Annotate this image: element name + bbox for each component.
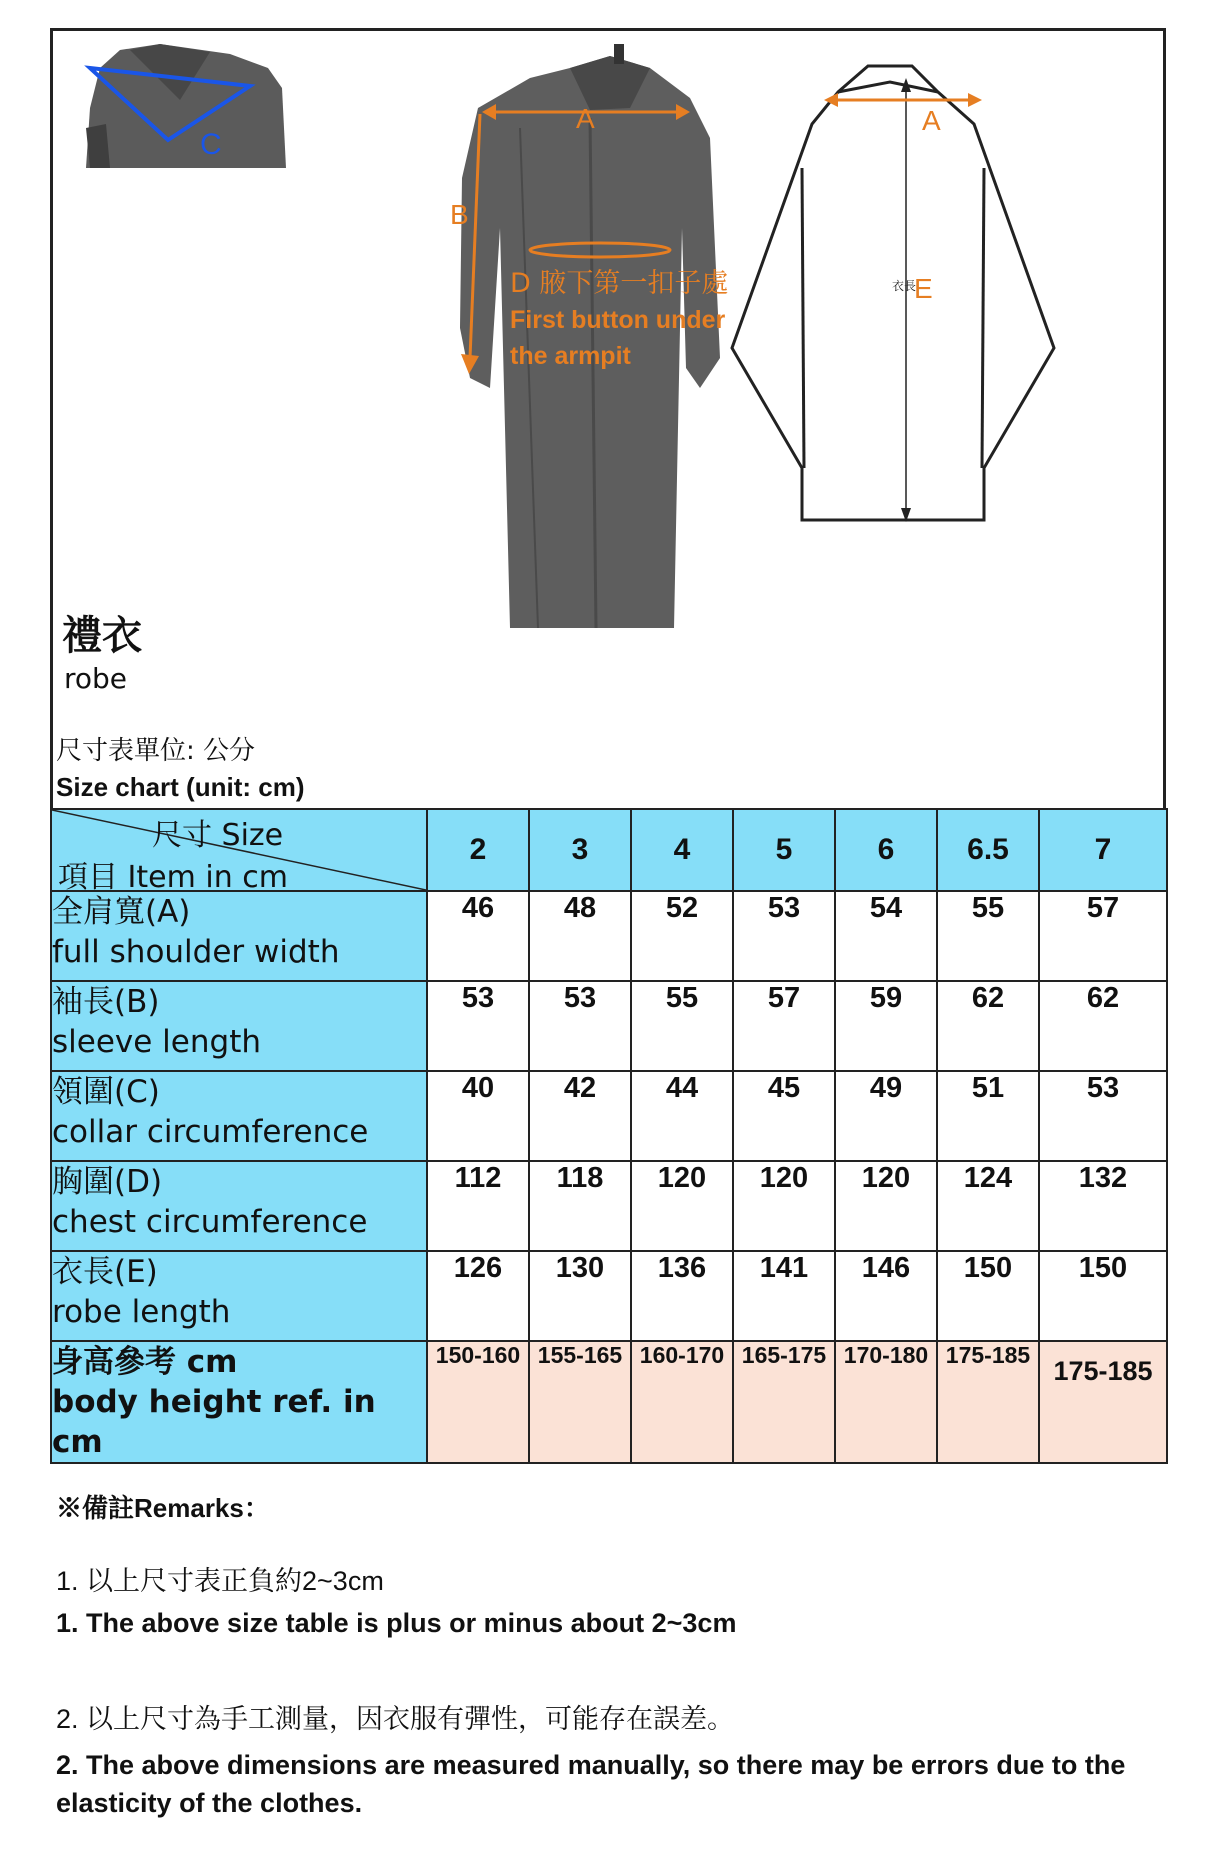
size-table (50, 808, 1168, 1464)
remark-2-zh: 2. 以上尺寸為手工測量，因衣服有彈性，可能存在誤差。 (56, 1704, 735, 1734)
table-header-row (51, 809, 1167, 891)
measurement-cell: 57 (733, 981, 835, 1071)
measurement-cell: 53 (529, 981, 631, 1071)
height-ref-cell: 170-180 (835, 1341, 937, 1463)
remarks-heading: ※備註Remarks： (56, 1493, 270, 1523)
table-row (51, 1161, 1167, 1251)
measurement-cell: 126 (427, 1251, 529, 1341)
corner-size-label: 尺寸 Size (152, 818, 284, 853)
unit-label-zh: 尺寸表單位: 公分 (56, 736, 256, 766)
measurement-cell: 130 (529, 1251, 631, 1341)
label-c: C (200, 128, 222, 161)
measurement-cell: 45 (733, 1071, 835, 1161)
measurement-cell: 52 (631, 891, 733, 981)
measurement-cell: 46 (427, 891, 529, 981)
size-header: 2 (427, 809, 529, 891)
measurement-cell: 150 (1039, 1251, 1167, 1341)
measurement-cell: 118 (529, 1161, 631, 1251)
row-label-zh: 領圍(C) (52, 1074, 160, 1110)
corner-item-label: 項目 Item in cm (58, 860, 288, 895)
label-d-en-1: First button under (510, 306, 726, 334)
height-ref-cell: 175-185 (1039, 1341, 1167, 1463)
row-label (51, 891, 427, 981)
measurement-cell: 141 (733, 1251, 835, 1341)
table-row (51, 891, 1167, 981)
size-header: 6 (835, 809, 937, 891)
size-header: 5 (733, 809, 835, 891)
row-label-en: robe length (52, 1294, 231, 1330)
measurement-cell: 112 (427, 1161, 529, 1251)
label-robe-length-zh: 衣長 (892, 279, 917, 293)
measurement-cell: 40 (427, 1071, 529, 1161)
row-label-zh: 胸圍(D) (52, 1164, 163, 1200)
product-title-en: robe (64, 662, 128, 695)
row-label-zh: 袖長(B) (52, 984, 160, 1020)
row-label (51, 1071, 427, 1161)
row-label-zh: 全肩寬(A) (52, 894, 191, 930)
size-header: 7 (1039, 809, 1167, 891)
measurement-cell: 124 (937, 1161, 1039, 1251)
row-label (51, 981, 427, 1071)
measurement-cell: 62 (1039, 981, 1167, 1071)
label-e: E (914, 273, 933, 304)
remark-2-en: 2. The above dimensions are measured manually, so there may be errors due to the elasticity of the clothes. (56, 1750, 1126, 1818)
table-row (51, 1071, 1167, 1161)
remarks-section (56, 1488, 1176, 1822)
measurement-cell: 54 (835, 891, 937, 981)
header-corner-cell (51, 809, 427, 895)
size-header: 3 (529, 809, 631, 891)
measurement-cell: 49 (835, 1071, 937, 1161)
row-label-en: collar circumference (52, 1114, 369, 1150)
height-ref-cell: 155-165 (529, 1341, 631, 1463)
measurement-cell: 150 (937, 1251, 1039, 1341)
height-ref-cell: 150-160 (427, 1341, 529, 1463)
measurement-cell: 51 (937, 1071, 1039, 1161)
size-header: 4 (631, 809, 733, 891)
measurement-cell: 44 (631, 1071, 733, 1161)
product-title-zh: 禮衣 (62, 613, 142, 659)
label-b: B (450, 199, 469, 230)
measurement-cell: 53 (1039, 1071, 1167, 1161)
measurement-cell: 120 (733, 1161, 835, 1251)
label-d-en-2: the armpit (510, 342, 631, 370)
measurement-cell: 55 (631, 981, 733, 1071)
measurement-cell: 48 (529, 891, 631, 981)
measurement-cell: 55 (937, 891, 1039, 981)
size-header: 6.5 (937, 809, 1039, 891)
robe-illustration (50, 28, 1166, 808)
row-label-zh: 衣長(E) (52, 1254, 158, 1290)
measurement-cell: 136 (631, 1251, 733, 1341)
measurement-cell: 57 (1039, 891, 1167, 981)
measurement-cell: 120 (835, 1161, 937, 1251)
robe-line-drawing (732, 66, 1054, 522)
unit-label-en: Size chart (unit: cm) (56, 772, 305, 802)
height-ref-cell: 175-185 (937, 1341, 1039, 1463)
row-label-en: chest circumference (52, 1204, 368, 1240)
label-d-zh: D 腋下第一扣子處 (510, 268, 729, 299)
robe-photo (450, 44, 728, 628)
measurement-cell: 120 (631, 1161, 733, 1251)
collar-photo (86, 42, 286, 168)
measurement-cell: 146 (835, 1251, 937, 1341)
row-label (51, 1161, 427, 1251)
measurement-cell: 42 (529, 1071, 631, 1161)
label-a-drawing: A (922, 105, 941, 136)
remark-1-en: 1. The above size table is plus or minus about 2~3cm (56, 1608, 737, 1638)
height-ref-cell: 165-175 (733, 1341, 835, 1463)
row-label (51, 1251, 427, 1341)
height-ref-row (51, 1341, 1167, 1463)
measurement-cell: 132 (1039, 1161, 1167, 1251)
table-row (51, 981, 1167, 1071)
label-a-photo: A (576, 103, 595, 134)
row-label-zh: 身高參考 cm (52, 1344, 238, 1380)
measurement-cell: 53 (733, 891, 835, 981)
row-label-en: body height ref. in cm (52, 1384, 376, 1460)
height-ref-cell: 160-170 (631, 1341, 733, 1463)
remark-1-zh: 1. 以上尺寸表正負約2~3cm (56, 1566, 384, 1596)
measurement-cell: 53 (427, 981, 529, 1071)
measurement-cell: 59 (835, 981, 937, 1071)
row-label-en: sleeve length (52, 1024, 261, 1060)
measurement-cell: 62 (937, 981, 1039, 1071)
row-label-en: full shoulder width (52, 934, 340, 970)
table-row (51, 1251, 1167, 1341)
row-label (51, 1341, 427, 1463)
